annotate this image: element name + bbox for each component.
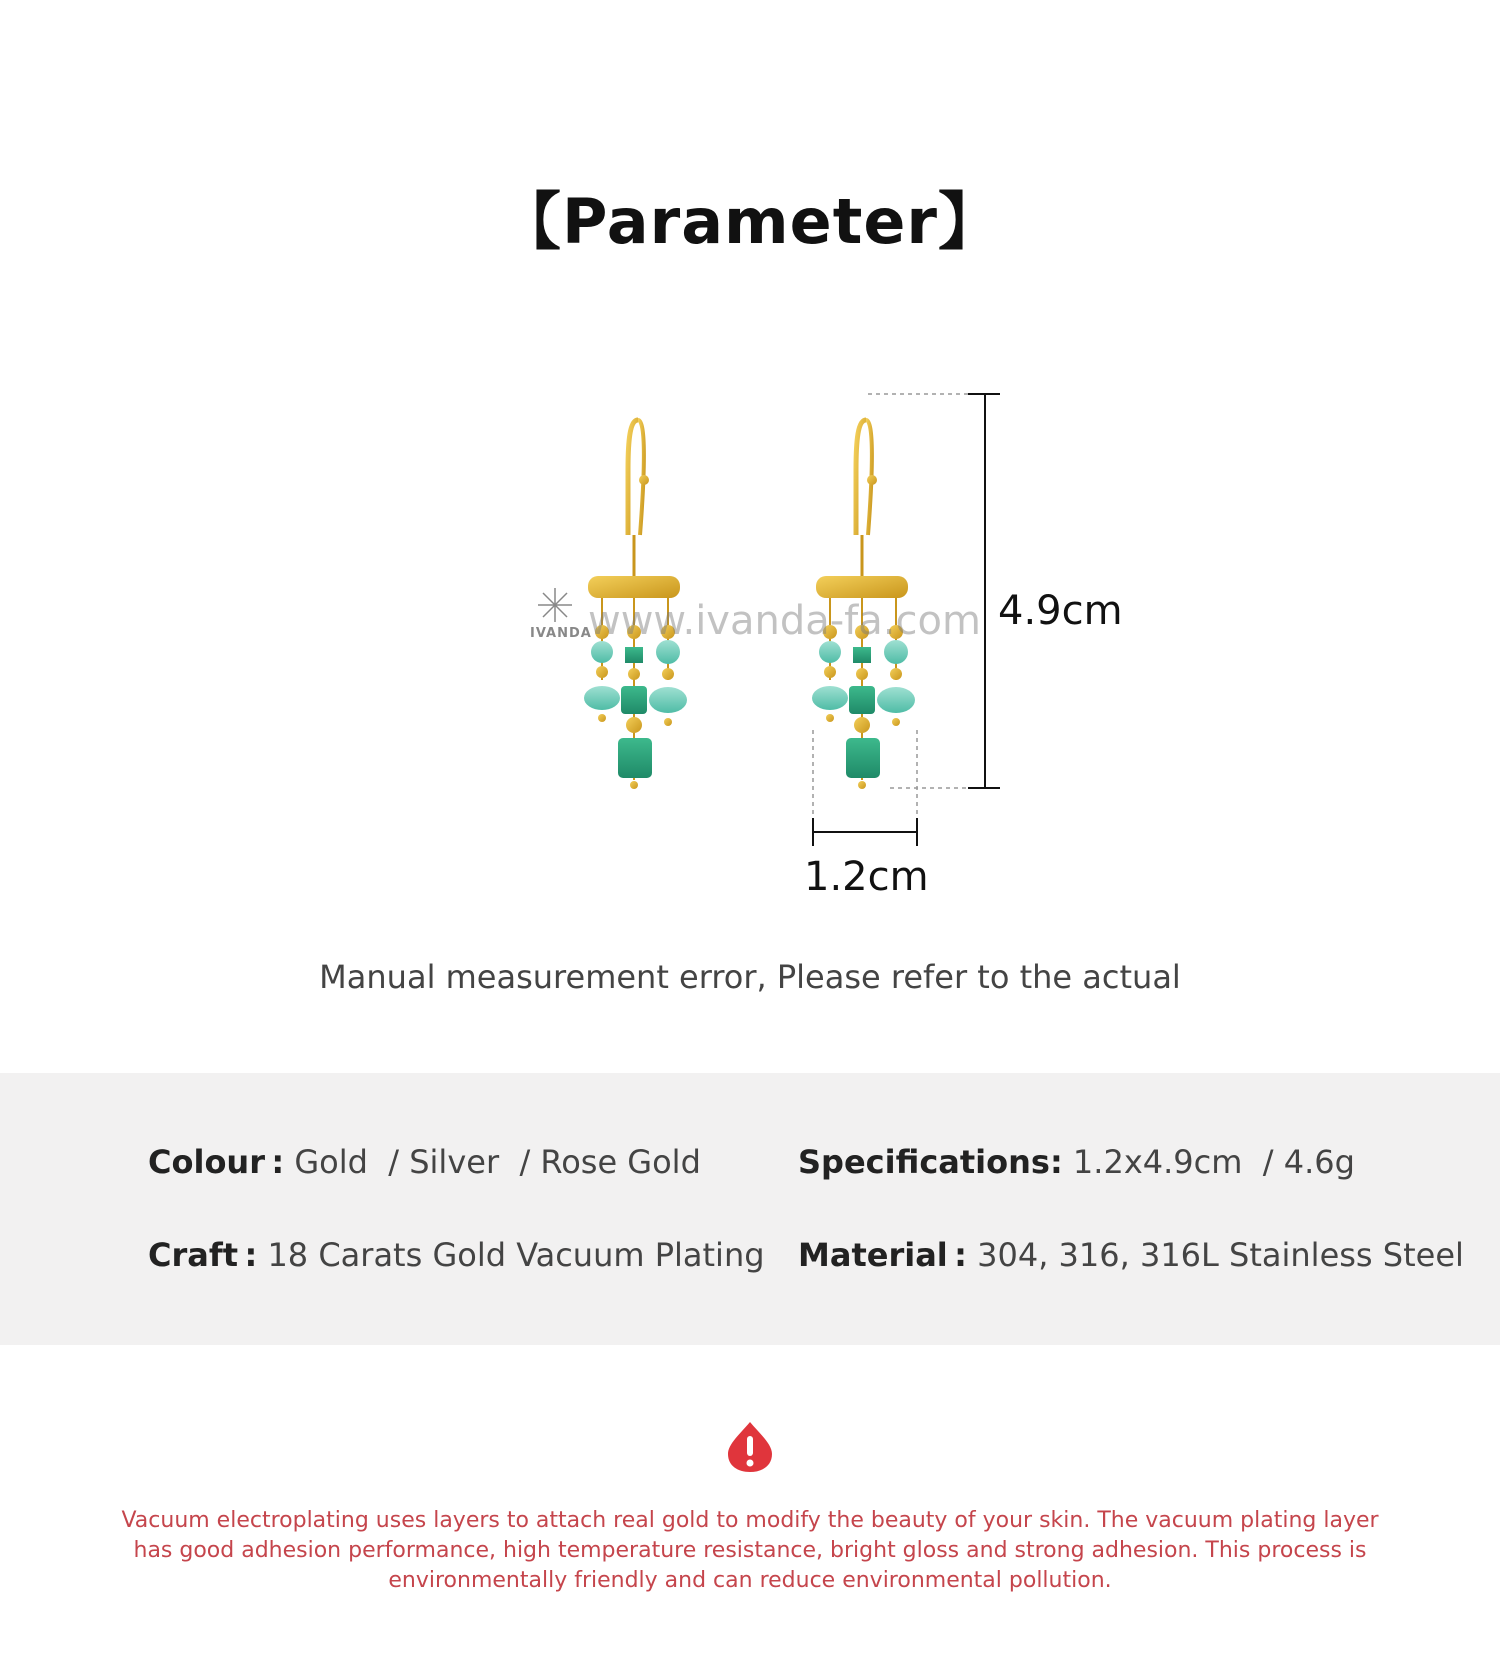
- spec-specifications: [798, 1143, 1355, 1181]
- height-label: 4.9cm: [998, 588, 1123, 634]
- spec-colour-key: Colour :: [148, 1143, 285, 1181]
- plating-disclaimer: Vacuum electroplating uses layers to attach real gold to modify the beauty of your skin. The vacuum plating layer has good adhesion performance, high temperature resistance, bright gloss and strong adhesion. This process is environmentally friendly and can reduce environmental pollution.: [121, 1508, 1379, 1593]
- spec-material: [798, 1236, 1464, 1274]
- measurement-note: Manual measurement error, Please refer to the actual: [319, 958, 1181, 996]
- spec-craft-value: 18 Carats Gold Vacuum Plating: [267, 1236, 765, 1274]
- logo-text: IVANDA: [530, 626, 592, 641]
- exclamation-icon: [726, 1420, 774, 1478]
- product-figure: [0, 360, 1500, 920]
- spec-specifications-value: 1.2x4.9cm / 4.6g: [1072, 1143, 1355, 1181]
- spec-craft-key: Craft :: [148, 1236, 258, 1274]
- width-label: 1.2cm: [804, 854, 929, 900]
- spec-material-key: Material :: [798, 1236, 967, 1274]
- spec-panel: [0, 1073, 1500, 1345]
- watermark-text: www.ivanda-fa.com: [588, 598, 981, 644]
- spec-colour-value: Gold / Silver / Rose Gold: [294, 1143, 701, 1181]
- spec-material-value: 304, 316, 316L Stainless Steel: [977, 1236, 1464, 1274]
- page-title: 【Parameter】: [499, 185, 1001, 258]
- brand-logo: [538, 588, 572, 622]
- spec-colour: [148, 1143, 701, 1181]
- spec-specifications-key: Specifications:: [798, 1143, 1063, 1181]
- spec-craft: [148, 1236, 765, 1274]
